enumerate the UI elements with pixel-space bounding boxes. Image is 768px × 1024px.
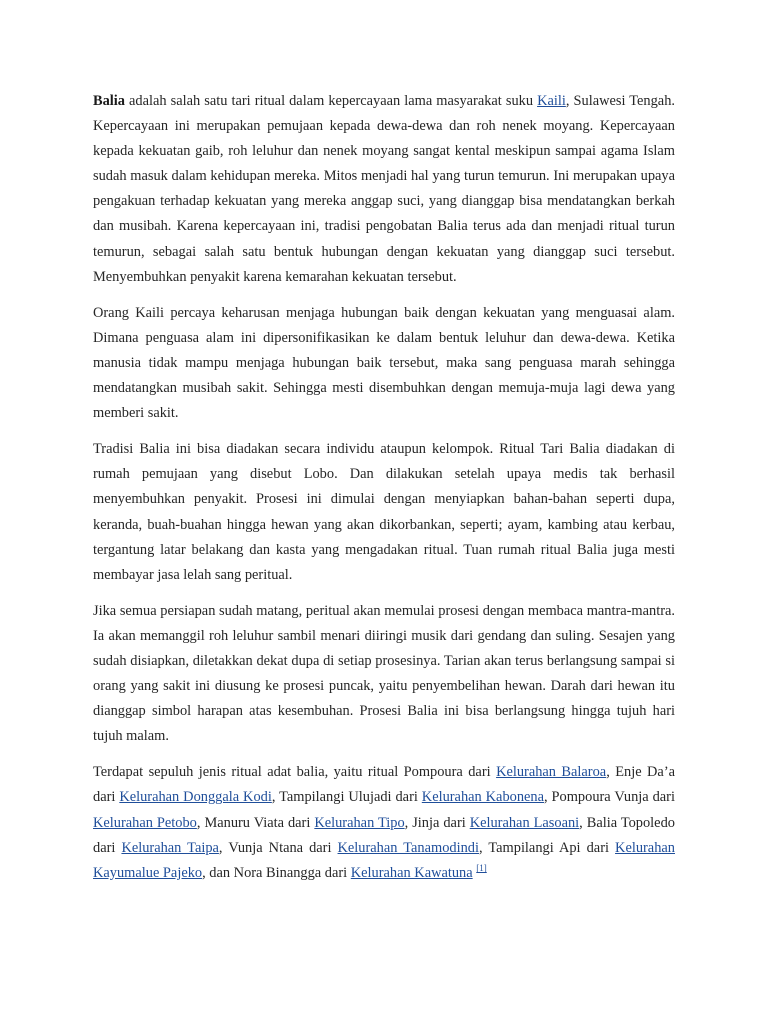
- link-kelurahan-tipo[interactable]: Kelurahan Tipo: [314, 814, 405, 831]
- link-kelurahan-lasoani[interactable]: Kelurahan Lasoani: [469, 814, 580, 831]
- link-kaili[interactable]: Kaili: [537, 93, 566, 109]
- link-kelurahan-kabonena[interactable]: Kelurahan Kabonena: [421, 789, 544, 806]
- paragraph-4: Jika semua persiapan sudah matang, peritual akan memulai prosesi dengan membaca mantra-mantra. Ia akan memanggil roh leluhur sambil menari diiringi musik dari gendang dan suling. Sesajen yang sudah disiapkan, diletakkan dekat dupa di setiap prosesinya. Tarian akan terus berlangsung sampai si orang yang sakit ini diusung ke prosesi puncak, yaitu penyembelihan hewan. Darah dari hewan itu dianggap simbol harapan atas kesembuhan. Prosesi Balia ini bisa berlangsung hingga tujuh hari tujuh malam.: [93, 602, 675, 745]
- p5-text-5: , Manuru Viata dari: [196, 814, 315, 831]
- paragraph-2: Orang Kaili percaya keharusan menjaga hubungan baik dengan kekuatan yang menguasai alam. Dimana penguasa alam ini dipersonifikasikan ke dalam bentuk leluhur dan dewa-dewa. Ketika manusia tidak mampu menjaga hubungan baik tersebut, maka sang penguasa marah sehingga mendatangkan musibah sakit. Sehingga mesti disembuhkan dengan memuja-muja lagi dewa yang memberi sakit.: [93, 304, 675, 422]
- article-term: Balia: [93, 93, 125, 109]
- paragraph-5: [93, 760, 675, 885]
- intro-text-1: adalah salah satu tari ritual dalam kepercayaan lama masyarakat suku: [125, 93, 538, 109]
- p5-text-3: , Tampilangi Ulujadi dari: [271, 789, 422, 806]
- link-kelurahan-donggala-kodi[interactable]: Kelurahan Donggala Kodi: [119, 789, 272, 806]
- link-kelurahan-taipa[interactable]: Kelurahan Taipa: [121, 839, 219, 856]
- link-kelurahan-petobo[interactable]: Kelurahan Petobo: [93, 814, 197, 831]
- p5-text-8: , Vunja Ntana dari: [218, 839, 338, 856]
- link-kelurahan-tanamodindi[interactable]: Kelurahan Tanamodindi: [337, 839, 479, 856]
- document-body: [93, 89, 675, 897]
- p5-text-9: , Tampilangi Api dari: [478, 839, 616, 856]
- paragraph-intro: [93, 89, 675, 290]
- p5-text-7: , Balia Topoledo dari: [93, 814, 675, 856]
- p5-text-2: , Enje Da’a dari: [93, 764, 675, 806]
- paragraph-3: Tradisi Balia ini bisa diadakan secara individu ataupun kelompok. Ritual Tari Balia diadakan di rumah pemujaan yang disebut Lobo. Dan dilakukan setelah upaya medis tak berhasil menyembuhkan penyakit. Prosesi ini dimulai dengan menyiapkan bahan-bahan seperti dupa, keranda, buah-buahan hingga hewan yang akan dikorbankan, seperti; ayam, kambing atau kerbau, tergantung latar belakang dan kasta yang mengadakan ritual. Tuan rumah ritual Balia juga mesti membayar jasa lelah sang peritual.: [93, 441, 675, 583]
- p5-text-6: , Jinja dari: [404, 814, 470, 831]
- intro-text-2: , Sulawesi Tengah. Kepercayaan ini merupakan pemujaan kepada dewa-dewa dan roh nenek moyang. Kepercayaan kepada kekuatan gaib, roh leluhur dan nenek moyang sangat kental meskipun sampai agama Islam sudah masuk dalam kehidupan mereka. Mitos menjadi hal yang turun temurun. Ini merupakan upaya pengakuan terhadap kekuatan yang mereka anggap suci, yang dianggap bisa mendatangkan berkah dan musibah. Karena kepercayaan ini, tradisi pengobatan Balia terus ada dan menjadi ritual turun temurun, sebagai salah satu bentuk hubungan dengan kekuatan yang dianggap suci tersebut. Menyembuhkan penyakit karena kemarahan kekuatan tersebut.: [93, 93, 675, 285]
- p5-text-10: , dan Nora Binangga dari: [202, 864, 351, 881]
- p5-text-4: , Pompoura Vunja dari: [544, 789, 675, 806]
- p5-text-1: Terdapat sepuluh jenis ritual adat balia, yaitu ritual Pompoura dari: [93, 764, 497, 781]
- link-kelurahan-balaroa[interactable]: Kelurahan Balaroa: [496, 764, 607, 781]
- link-kelurahan-kayumalue-pajeko[interactable]: Kelurahan Kayumalue Pajeko: [93, 839, 675, 881]
- link-kelurahan-kawatuna[interactable]: Kelurahan Kawatuna: [350, 864, 473, 881]
- reference-link-1[interactable]: [1]: [476, 862, 487, 873]
